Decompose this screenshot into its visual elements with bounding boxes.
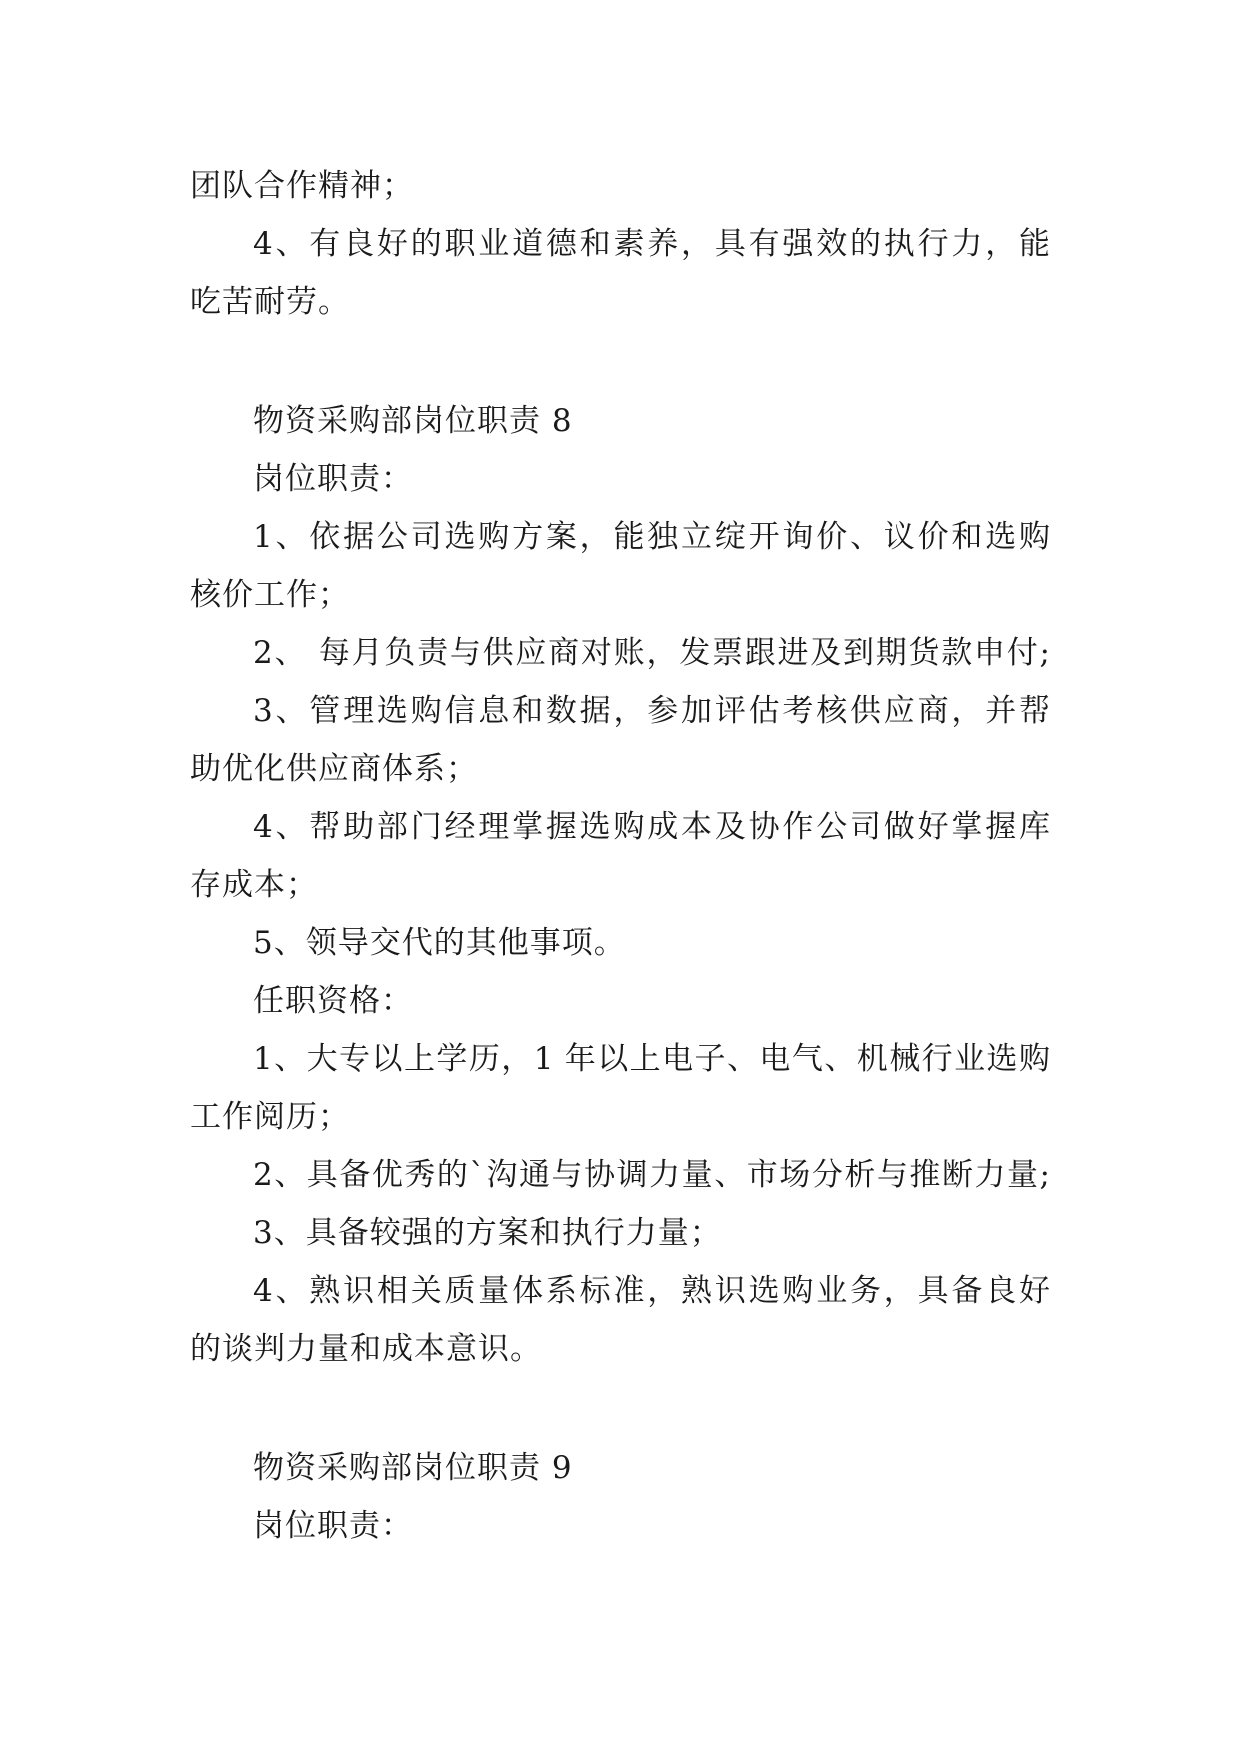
section-heading: 物资采购部岗位职责 8 (253, 403, 573, 439)
subheading: 岗位职责： (253, 1508, 413, 1544)
paragraph-line: 的谈判力量和成本意识。 (190, 1331, 542, 1367)
section-heading: 物资采购部岗位职责 9 (253, 1450, 573, 1486)
paragraph-line: 吃苦耐劳。 (190, 284, 350, 320)
paragraph-line: 4、熟识相关质量体系标准，熟识选购业务，具备良好 (253, 1273, 1050, 1309)
paragraph-line: 4、有良好的职业道德和素养，具有强效的执行力，能 (253, 226, 1050, 262)
paragraph-line: 3、具备较强的方案和执行力量； (253, 1215, 722, 1251)
paragraph-line: 助优化供应商体系； (190, 751, 478, 787)
paragraph-line: 2、具备优秀的`沟通与协调力量、市场分析与推断力量; (253, 1157, 1050, 1193)
paragraph-line: 团队合作精神； (190, 168, 414, 204)
paragraph-line: 1、大专以上学历，1 年以上电子、电气、机械行业选购 (253, 1041, 1050, 1077)
paragraph-line: 工作阅历； (190, 1099, 350, 1135)
paragraph-line: 1、依据公司选购方案，能独立绽开询价、议价和选购 (253, 519, 1050, 555)
paragraph-line: 2、 每月负责与供应商对账，发票跟进及到期货款申付; (253, 635, 1050, 671)
paragraph-line: 4、帮助部门经理掌握选购成本及协作公司做好掌握库 (253, 809, 1050, 845)
paragraph-line: 3、管理选购信息和数据，参加评估考核供应商，并帮 (253, 693, 1050, 729)
paragraph-line: 5、领导交代的其他事项。 (253, 925, 626, 961)
subheading: 岗位职责： (253, 461, 413, 497)
paragraph-line: 存成本； (190, 867, 318, 903)
paragraph-line: 核价工作； (190, 577, 350, 613)
subheading: 任职资格： (253, 983, 413, 1019)
